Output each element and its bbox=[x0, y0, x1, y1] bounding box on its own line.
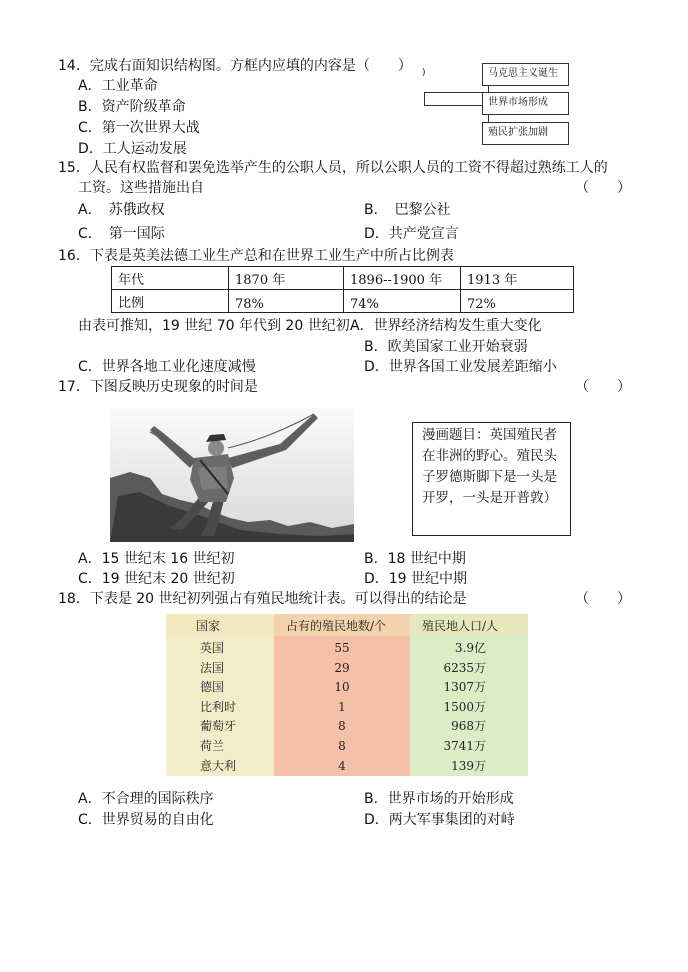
colonies-country-cell: 荷兰 bbox=[200, 739, 225, 753]
q16-stem: 16．下表是英美法德工业生产总和在世界工业生产中所占比例表 bbox=[58, 248, 454, 264]
q15-option-c: C． 第一国际 bbox=[78, 226, 165, 242]
q17-option-c: C．19 世纪末 20 世纪初 bbox=[78, 571, 235, 587]
colonies-table-row bbox=[166, 756, 528, 776]
q14-option-c: C．第一次世界大战 bbox=[78, 120, 200, 136]
colonies-count-cell: 29 bbox=[334, 660, 350, 675]
colonies-count-cell: 8 bbox=[338, 739, 346, 753]
q16-ratio-table bbox=[111, 266, 574, 313]
q16-option-a: A．世界经济结构发生重大变化 bbox=[350, 318, 542, 334]
q16-table-header-row bbox=[112, 267, 574, 290]
q14-box-world-market-label: 世界市场形成 bbox=[488, 97, 548, 108]
q16-header-cell: 1913 年 bbox=[461, 267, 574, 290]
q15-option-b: B． 巴黎公社 bbox=[364, 202, 451, 218]
colonies-header-country: 国家 bbox=[196, 619, 221, 633]
q15-stem-line1: 15．人民有权监督和罢免选举产生的公职人员，所以公职人员的工资不得超过熟练工人的 bbox=[58, 160, 608, 176]
q14-stem: 14．完成右面知识结构图。方框内应填的内容是（ ） bbox=[58, 58, 412, 74]
q16-option-c: C．世界各地工业化速度减慢 bbox=[78, 359, 256, 375]
q16-header-cell: 1896--1900 年 bbox=[344, 267, 461, 290]
colonies-population-cell: 6235万 bbox=[443, 660, 486, 675]
cartoon-caption-box bbox=[412, 422, 571, 536]
colonies-count-cell: 4 bbox=[338, 758, 346, 773]
q15-answer-paren: （ ） bbox=[575, 180, 631, 196]
colonies-header-count: 占有的殖民地数/个 bbox=[286, 619, 387, 633]
colonies-population-cell: 139万 bbox=[451, 758, 486, 773]
q16-data-cell: 78% bbox=[229, 290, 344, 313]
colonies-population-cell: 3.9亿 bbox=[454, 641, 486, 655]
q17-option-b: B．18 世纪中期 bbox=[364, 551, 466, 567]
q17-stem: 17．下图反映历史现象的时间是 bbox=[58, 379, 258, 395]
colonies-table-row bbox=[166, 658, 528, 678]
q16-option-b: B．欧美国家工业开始衰弱 bbox=[364, 339, 528, 355]
colonies-population-cell: 3741万 bbox=[443, 739, 486, 753]
q14-blank-box bbox=[424, 92, 484, 106]
q15-stem-line2: 工资。这些措施出自 bbox=[78, 180, 204, 196]
q18-option-c: C．世界贸易的自由化 bbox=[78, 812, 214, 828]
q17-option-d: D．19 世纪中期 bbox=[364, 571, 468, 587]
q18-option-b: B．世界市场的开始形成 bbox=[364, 791, 514, 807]
colonies-country-cell: 英国 bbox=[200, 641, 225, 655]
q16-data-cell: 72% bbox=[461, 290, 574, 313]
colonies-table-row bbox=[166, 716, 528, 736]
q16-header-cell: 年代 bbox=[112, 267, 229, 290]
colonies-population-cell: 1500万 bbox=[443, 699, 486, 714]
colonies-population-cell: 1307万 bbox=[443, 680, 486, 695]
q14-box-marxism-label: 马克思主义诞生 bbox=[488, 68, 558, 79]
colonies-table-row bbox=[166, 677, 528, 697]
q14-option-d: D．工人运动发展 bbox=[78, 141, 187, 157]
colonies-country-cell: 法国 bbox=[200, 660, 225, 675]
q14-box-colonial-label: 殖民扩张加剧 bbox=[488, 127, 548, 138]
q14-option-b: B．资产阶级革命 bbox=[78, 99, 186, 115]
q18-answer-paren: （ ） bbox=[575, 591, 631, 607]
colonies-count-cell: 55 bbox=[334, 641, 350, 655]
colonies-population-cell: 968万 bbox=[451, 719, 486, 734]
q14-option-a: A．工业革命 bbox=[78, 78, 158, 94]
q16-lead: 由表可推知，19 世纪 70 年代到 20 世纪初 bbox=[78, 318, 350, 334]
q16-data-cell: 74% bbox=[344, 290, 461, 313]
rhodes-colossus-cartoon bbox=[110, 408, 354, 542]
q16-table-data-row bbox=[112, 290, 574, 313]
q16-header-cell: 1870 年 bbox=[229, 267, 344, 290]
colonies-header-population: 殖民地人口/人 bbox=[422, 619, 499, 633]
q15-option-d: D．共产党宣言 bbox=[364, 226, 459, 242]
colonies-count-cell: 8 bbox=[338, 719, 346, 734]
colonies-table-row bbox=[166, 638, 528, 658]
colonies-country-cell: 葡萄牙 bbox=[200, 719, 237, 734]
colonies-country-cell: 比利时 bbox=[200, 699, 237, 714]
colonies-country-cell: 意大利 bbox=[200, 758, 237, 773]
q18-stem: 18．下表是 20 世纪初列强占有殖民地统计表。可以得出的结论是 bbox=[58, 591, 467, 607]
q17-answer-paren: （ ） bbox=[575, 379, 631, 395]
colonies-table bbox=[166, 614, 528, 776]
cartoon-caption: 漫画题目：英国殖民者在非洲的野心。殖民头子罗德斯脚下是一头是开罗，一头是开普敦） bbox=[422, 427, 557, 506]
colonies-count-cell: 10 bbox=[334, 680, 350, 695]
colonies-table-row bbox=[166, 736, 528, 756]
colonies-header-row bbox=[166, 616, 528, 636]
q16-data-cell: 比例 bbox=[112, 290, 229, 313]
q17-option-a: A．15 世纪末 16 世纪初 bbox=[78, 551, 235, 567]
colonies-table-row bbox=[166, 697, 528, 717]
q18-option-d: D．两大军事集团的对峙 bbox=[364, 812, 515, 828]
q16-option-d: D．世界各国工业发展差距缩小 bbox=[364, 359, 557, 375]
q15-option-a: A． 苏俄政权 bbox=[78, 202, 165, 218]
q18-option-a: A．不合理的国际秩序 bbox=[78, 791, 214, 807]
colonies-count-cell: 1 bbox=[338, 699, 346, 714]
q14-diagram-mark: ) bbox=[422, 68, 426, 78]
colonies-country-cell: 德国 bbox=[200, 680, 225, 695]
